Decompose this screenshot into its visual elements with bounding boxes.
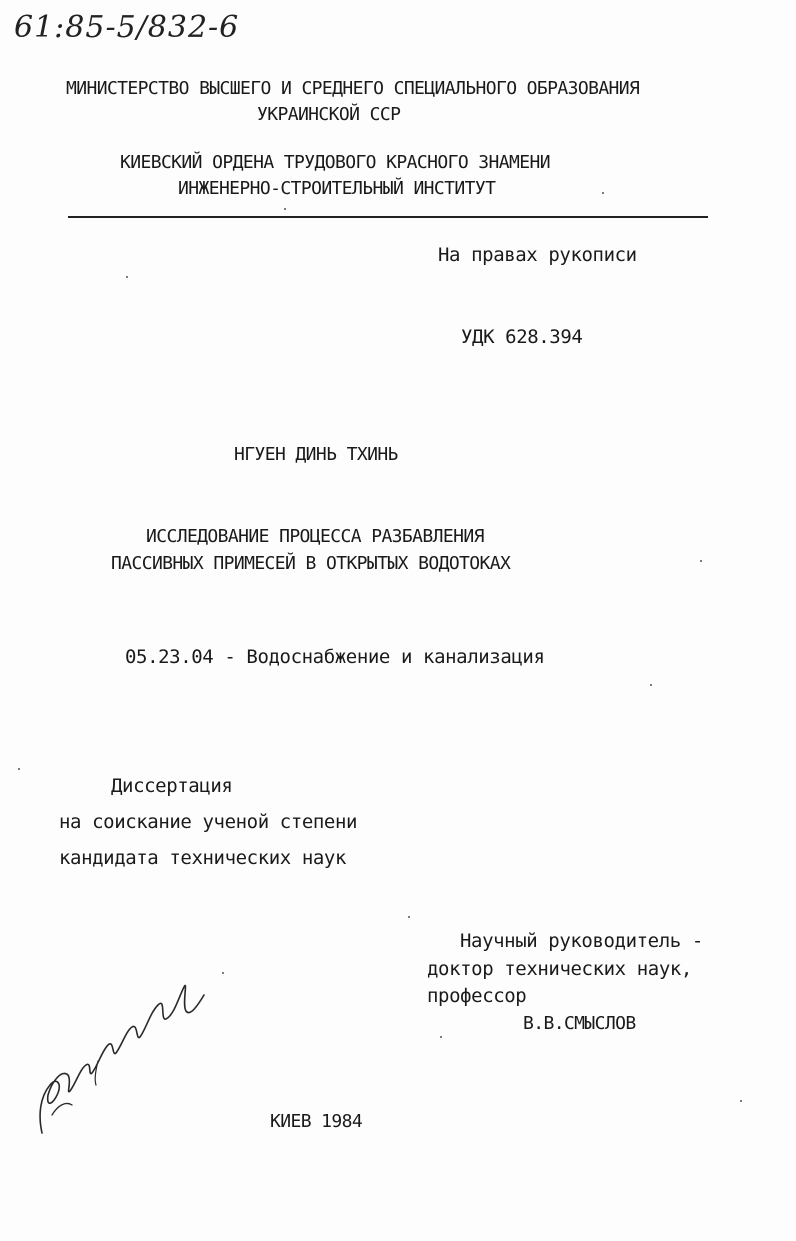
degree-line-2: на соискание ученой степени [59, 811, 358, 833]
scan-speck [18, 768, 20, 770]
degree-line-1: Диссертация [111, 775, 233, 797]
scan-speck [650, 684, 652, 686]
supervisor-line-2: доктор технических наук, [427, 958, 692, 980]
scan-speck [222, 972, 224, 974]
header-divider [68, 216, 708, 218]
ministry-line-2: УКРАИНСКОЙ ССР [257, 104, 401, 125]
degree-line-3: кандидата технических наук [59, 847, 347, 869]
institute-line-2: ИНЖЕНЕРНО-СТРОИТЕЛЬНЫЙ ИНСТИТУТ [178, 178, 496, 199]
place-and-year: КИЕВ 1984 [270, 1111, 363, 1132]
scan-speck [284, 208, 286, 210]
scan-speck [602, 192, 604, 194]
scan-speck [700, 560, 702, 562]
supervisor-line-1: Научный руководитель - [460, 930, 703, 952]
institute-line-1: КИЕВСКИЙ ОРДЕНА ТРУДОВОГО КРАСНОГО ЗНАМЕНИ [120, 152, 550, 173]
scan-speck [408, 916, 410, 918]
scan-speck [440, 1036, 442, 1038]
ministry-line-1: МИНИСТЕРСТВО ВЫСШЕГО И СРЕДНЕГО СПЕЦИАЛЬНОГО ОБРАЗОВАНИЯ [66, 78, 640, 99]
udc-code: УДК 628.394 [461, 326, 583, 348]
supervisor-line-3: профессор [427, 985, 527, 1007]
specialty-code: 05.23.04 - Водоснабжение и канализация [125, 646, 545, 668]
supervisor-name: В.В.СМЫСЛОВ [523, 1013, 636, 1034]
manuscript-rights: На правах рукописи [438, 244, 637, 266]
scan-speck [126, 276, 128, 278]
author-signature [28, 965, 208, 1140]
title-line-1: ИССЛЕДОВАНИЕ ПРОЦЕССА РАЗБАВЛЕНИЯ [146, 526, 484, 547]
title-line-2: ПАССИВНЫХ ПРИМЕСЕЙ В ОТКРЫТЫХ ВОДОТОКАХ [111, 553, 511, 574]
author-name: НГУЕН ДИНЬ ТХИНЬ [234, 444, 398, 465]
archive-number-handwritten: 61:85-5/832-6 [14, 10, 240, 45]
scan-speck [740, 1100, 742, 1102]
